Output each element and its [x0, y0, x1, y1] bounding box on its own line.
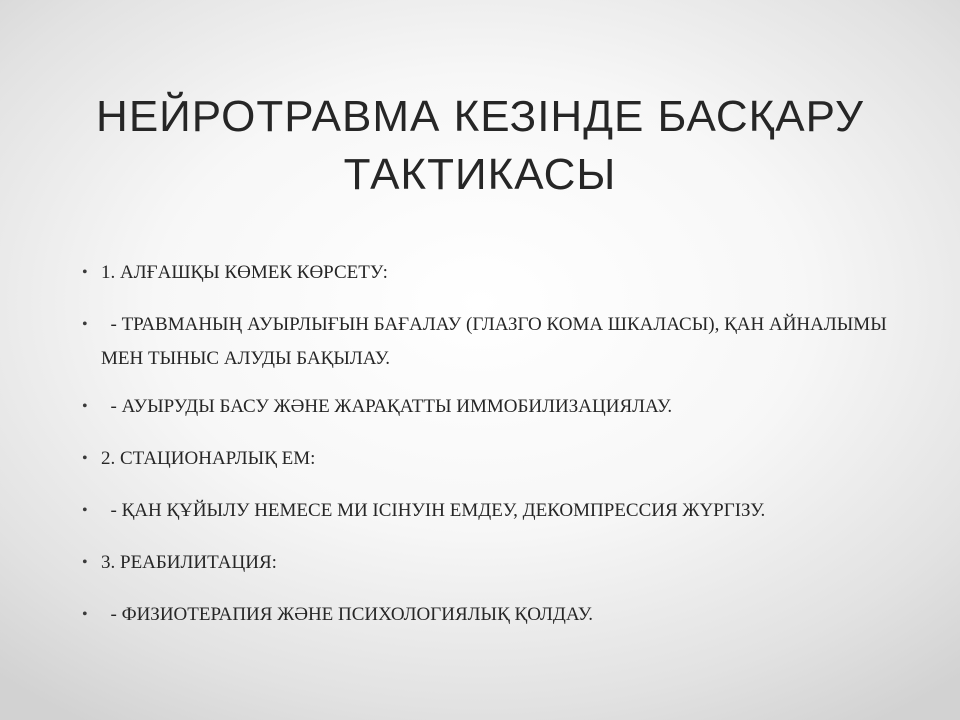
slide-title-line: НЕЙРОТРАВМА КЕЗІНДЕ БАСҚАРУ: [96, 92, 864, 141]
bullet-icon: •: [82, 502, 88, 519]
list-item-text: 2. СТАЦИОНАРЛЫҚ ЕМ:: [101, 448, 316, 469]
list-item-text: 1. АЛҒАШҚЫ КӨМЕК КӨРСЕТУ:: [101, 262, 388, 283]
slide-title-line: ТАКТИКАСЫ: [343, 150, 617, 199]
bullet-icon: •: [82, 398, 88, 415]
bullet-icon: •: [82, 554, 88, 571]
list-item-text: - ТРАВМАНЫҢ АУЫРЛЫҒЫН БАҒАЛАУ (ГЛАЗГО КОМА ШКАЛАСЫ), ҚАН АЙНАЛЫМЫ МЕН ТЫНЫС АЛУДЫ БАҚЫЛАУ.: [101, 314, 892, 369]
bullet-icon: •: [82, 264, 88, 281]
list-item-text: 3. РЕАБИЛИТАЦИЯ:: [101, 552, 277, 573]
list-item: [82, 442, 892, 476]
list-item: [82, 390, 892, 424]
list-item: [82, 256, 892, 290]
list-item: [82, 598, 892, 632]
bullet-icon: •: [82, 316, 88, 333]
list-item: [82, 546, 892, 580]
bullet-icon: •: [82, 450, 88, 467]
bullet-list: [82, 256, 892, 650]
list-item-text: - ҚАН ҚҰЙЫЛУ НЕМЕСЕ МИ ІСІНУІН ЕМДЕУ, ДЕКОМПРЕССИЯ ЖҮРГІЗУ.: [101, 500, 766, 521]
list-item-text: - АУЫРУДЫ БАСУ ЖӘНЕ ЖАРАҚАТТЫ ИММОБИЛИЗАЦИЯЛАУ.: [101, 396, 673, 417]
list-item-text: - ФИЗИОТЕРАПИЯ ЖӘНЕ ПСИХОЛОГИЯЛЫҚ ҚОЛДАУ.: [101, 604, 593, 625]
slide-title: [60, 88, 900, 204]
bullet-icon: •: [82, 606, 88, 623]
list-item: [82, 308, 892, 376]
list-item: [82, 494, 892, 528]
